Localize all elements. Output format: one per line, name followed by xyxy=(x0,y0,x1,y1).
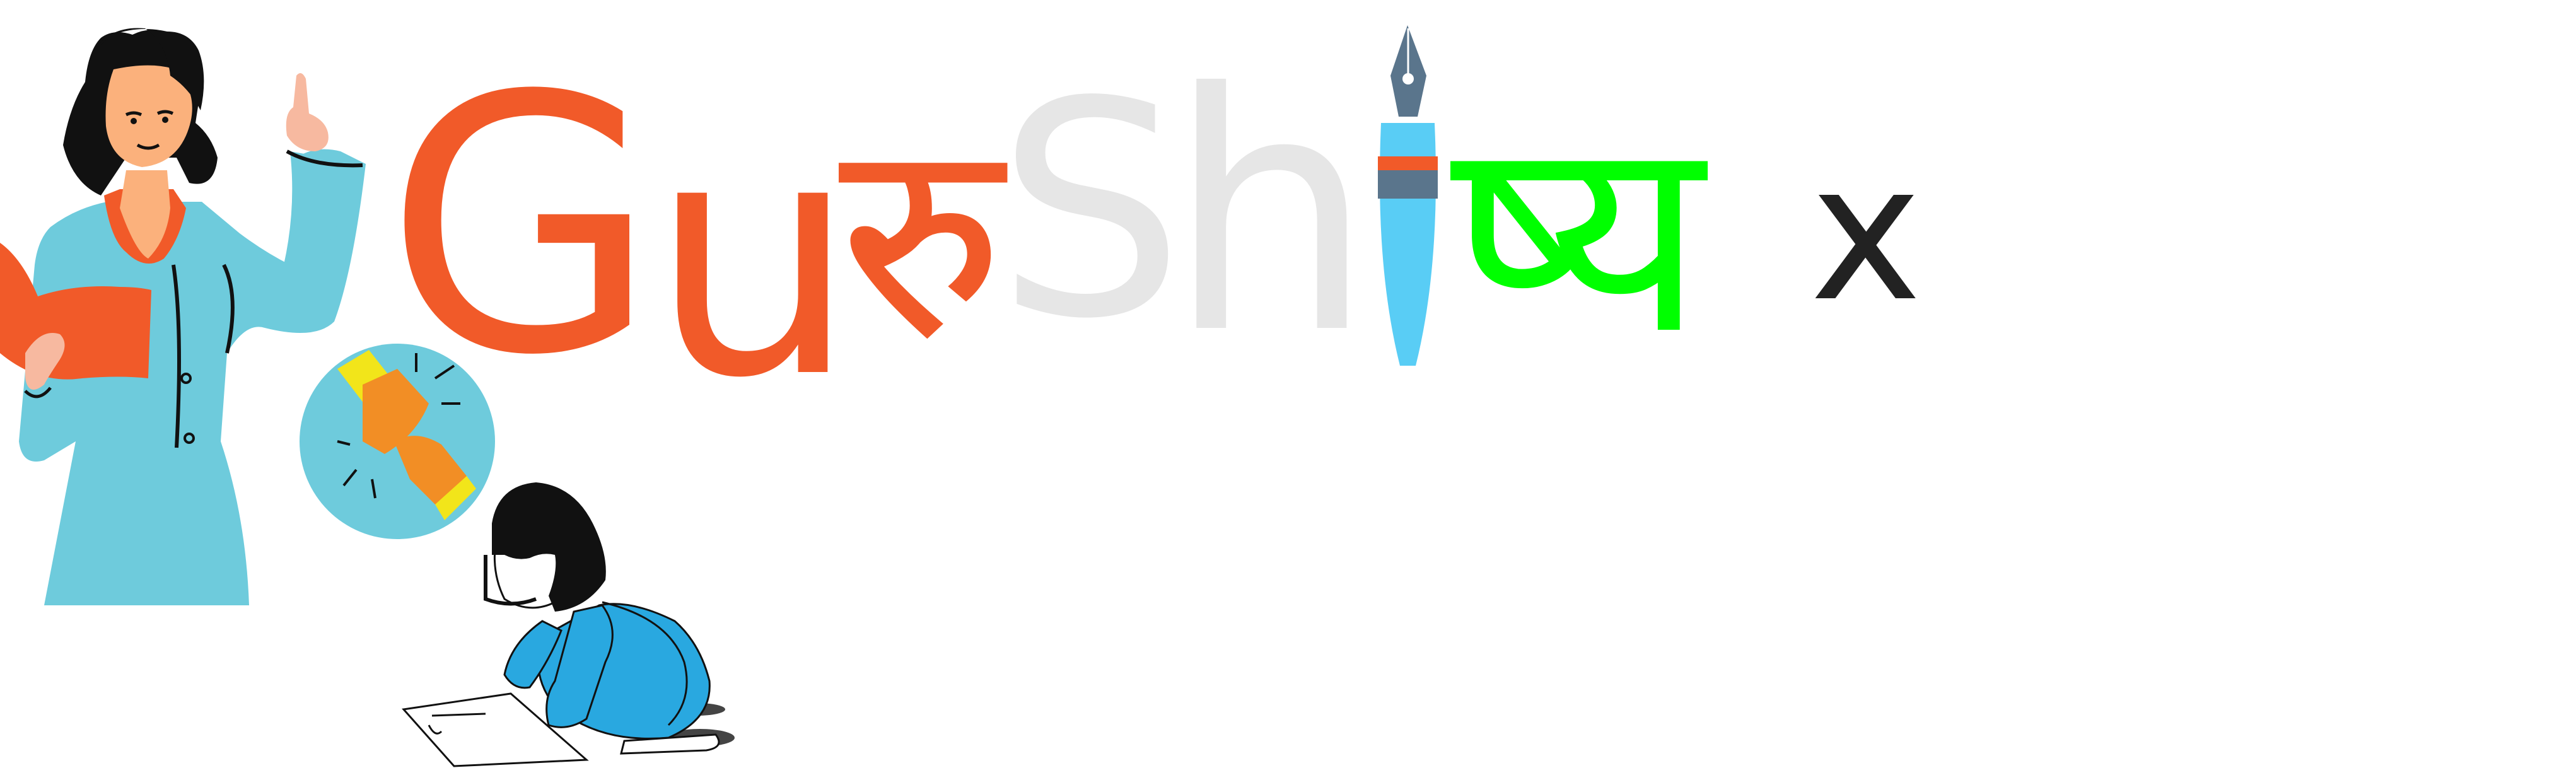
fountain-pen-band xyxy=(1378,156,1438,170)
logo-devanagari-shya: ष्य xyxy=(1450,79,1705,394)
fountain-pen-nib-hole xyxy=(1402,73,1414,84)
logo-letter-u: u xyxy=(650,67,858,450)
logo-letter-g: G xyxy=(385,21,658,433)
fountain-pen-grip xyxy=(1378,170,1438,199)
logo-devanagari-ru: रु xyxy=(839,78,1005,401)
logo-letter-x: x xyxy=(1810,123,1922,343)
logo-letter-h: h xyxy=(1167,23,1375,405)
logo-letter-s: S xyxy=(996,38,1185,383)
